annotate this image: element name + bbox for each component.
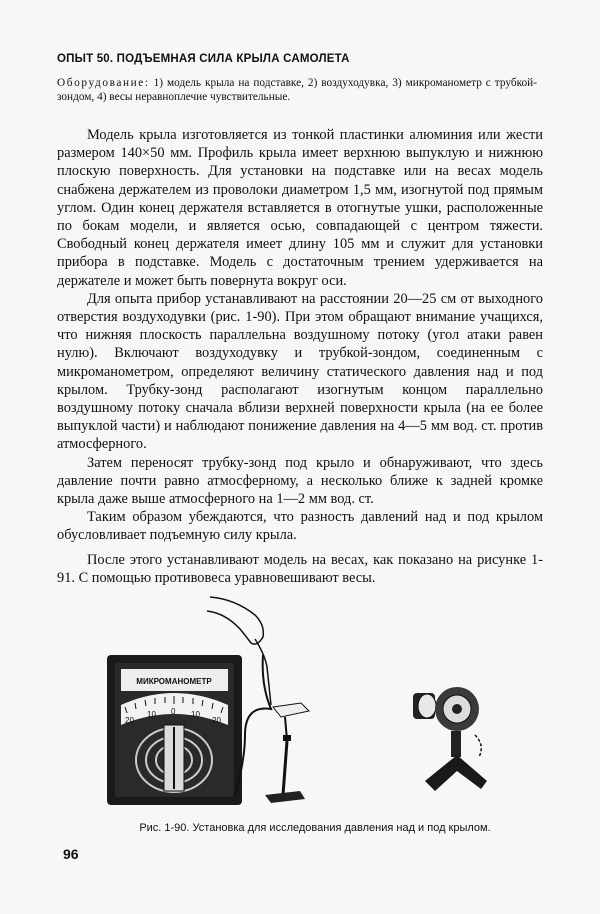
paragraph: После этого устанавливают модель на весах, как показано на рисунке 1-91. С помощью противовеса уравновешивают весы. [57,551,543,586]
experiment-heading: ОПЫТ 50. ПОДЪЕМНАЯ СИЛА КРЫЛА САМОЛЕТА [57,53,350,65]
wing-stand-drawing [265,703,309,803]
apparatus-drawing [95,585,525,815]
equipment-text: 1) модель крыла на подставке, 2) воздуходувка, 3) микроманометр с трубкой-зондом, 4) весы неравноплечие чувствительные. [57,77,537,103]
body-text [57,126,543,587]
figure-illustration [95,585,525,815]
micromanometer-drawing [107,655,242,805]
equipment-label: Оборудование: [57,77,150,89]
meter-label: МИКРОМАНОМЕТР [136,677,212,686]
scale-label: 10 [191,710,200,719]
paragraph: Модель крыла изготовляется из тонкой пластинки алюминия или жести размером 140×50 мм. Профиль крыла имеет верхнюю выпуклую и нижнюю плоскую поверхность. Для установки на подставке или на весах модель снабжена держателем из проволоки диаметром 1,5 мм, изогнутой под прямым углом. Один конец держателя вставляется в отогнутые ушки, расположенные по бокам модели, и является осью, совпадающей с центром тяжести. Свободный конец держателя имеет длину 105 мм и служит для установки прибора в подставке. Модель с достаточным трением удерживается на держателе и может быть повернута вокруг оси. [57,127,543,289]
figure-caption: Рис. 1-90. Установка для исследования давления над и под крылом. [139,822,491,834]
scale-label: 10 [147,710,156,719]
scale-label: 20 [125,716,134,725]
paragraph: Затем переносят трубку-зонд под крыло и обнаруживают, что здесь давление почти равно атмосферному, а несколько ближе к задней кромке крыла даже выше атмосферного на 1—2 мм вод. ст. [57,454,543,508]
paragraph: Таким образом убеждаются, что разность давлений над и под крылом обусловливает подъемную силу крыла. [57,509,543,544]
scale-label: 20 [212,716,221,725]
blower-drawing [413,687,487,791]
paragraph: Для опыта прибор устанавливают на расстоянии 20—25 см от выходного отверстия воздуходувки (рис. 1-90). При этом обращают внимание учащихся, что нижняя плоскость параллельна воздушному потоку (угол атаки равен нулю). Включают воздуходувку и трубкой-зондом, соединенным с микроманометром, определяют величину статического давления над и под крылом. Трубку-зонд располагают изогнутым концом параллельно воздушному потоку сначала вблизи верхней поверхности крыла (на ее более выпуклой части) и наблюдают понижение давления на 4—5 мм вод. ст. против атмосферного. [57,290,543,453]
scale-label: 0 [171,707,176,716]
page-number: 96 [63,846,79,862]
equipment-list [57,76,537,104]
